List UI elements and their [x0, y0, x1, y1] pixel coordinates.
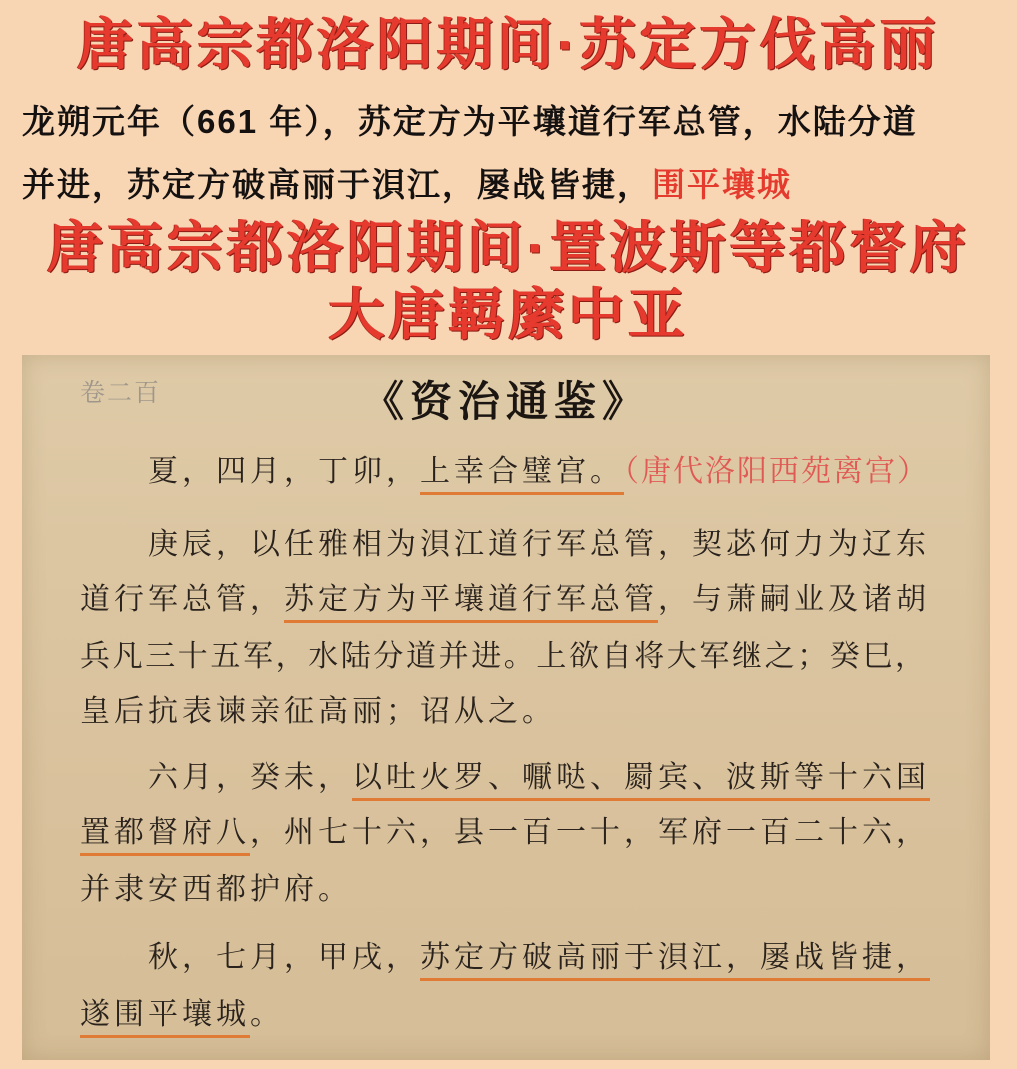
excerpt-line: [80, 813, 930, 853]
text-segment: 夏，四月，丁卯，: [148, 454, 420, 489]
text-segment: 道行军总管，: [80, 582, 284, 617]
excerpt-line: [80, 870, 352, 910]
text-segment: 并隶安西都护府。: [80, 872, 352, 907]
excerpt-line: [80, 995, 284, 1035]
text-segment: 兵凡三十五军，水陆分道并进。上欲自将大军继之；癸巳，: [80, 639, 928, 674]
underlined-segment: 遂围平壤城: [80, 997, 250, 1038]
text-segment: 秋，七月，甲戌，: [148, 940, 420, 975]
volume-label: 卷二百: [80, 378, 162, 407]
summary-line-1: 龙朔元年（661 年），苏定方为平壤道行军总管，水陆分道: [22, 103, 918, 140]
text-segment: ，与萧嗣业及诸胡: [658, 582, 930, 617]
title-persia-protectorates: 唐高宗都洛阳期间·置波斯等都督府: [47, 216, 970, 279]
text-segment: ，州七十六，县一百一十，军府一百二十六，: [250, 815, 930, 850]
text-segment: 皇后抗表谏亲征高丽；诏从之。: [80, 694, 556, 729]
excerpt-line: [148, 452, 929, 492]
excerpt-line: [148, 525, 930, 565]
title-central-asia: 大唐羁縻中亚: [328, 283, 689, 346]
text-segment: 庚辰，以任雅相为浿江道行军总管，契苾何力为辽东: [148, 527, 930, 562]
underlined-segment: 苏定方为平壤道行军总管: [284, 582, 658, 623]
underlined-segment: 上幸合璧宫。: [420, 454, 624, 495]
underlined-segment: 置都督府八: [80, 815, 250, 856]
annotation-note: （唐代洛阳西苑离宫）: [624, 454, 929, 489]
excerpt-line: [80, 580, 930, 620]
text-segment: 六月，癸未，: [148, 760, 352, 795]
excerpt-line: [80, 692, 556, 732]
summary-line-2-text: 并进，苏定方破高丽于浿江，屡战皆捷，: [22, 166, 652, 203]
underlined-segment: 苏定方破高丽于浿江，屡战皆捷，: [420, 940, 930, 981]
book-page-excerpt: [22, 355, 990, 1060]
excerpt-line: [148, 938, 930, 978]
book-title: 《资治通鉴》: [361, 377, 650, 426]
text-segment: 。: [250, 997, 284, 1032]
title-su-dingfang-campaign: 唐高宗都洛阳期间·苏定方伐高丽: [77, 13, 940, 76]
excerpt-line: [80, 637, 928, 677]
excerpt-line: [148, 758, 930, 798]
summary-highlight: 围平壤城: [652, 166, 792, 203]
summary-line-2: [22, 162, 792, 208]
underlined-segment: 以吐火罗、嚈哒、罽宾、波斯等十六国: [352, 760, 930, 801]
